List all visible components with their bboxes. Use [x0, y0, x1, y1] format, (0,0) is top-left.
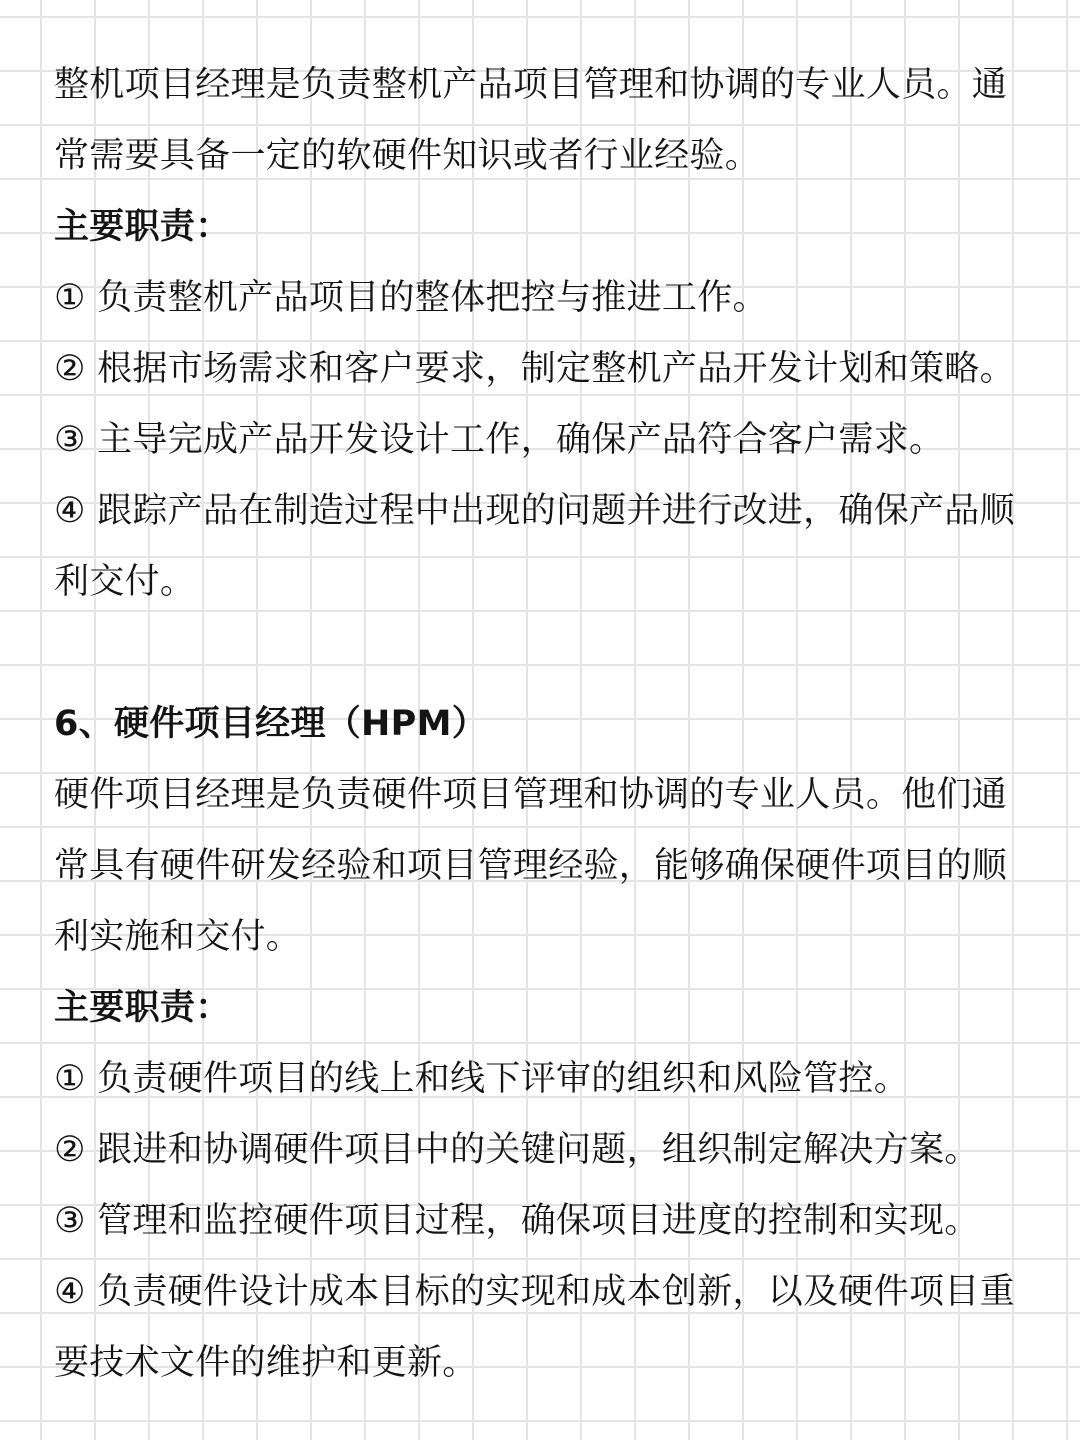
duty-item: ③ 管理和监控硬件项目过程，确保项目进度的控制和实现。 — [54, 1201, 980, 1241]
intro-line: 硬件项目经理是负责硬件项目管理和协调的专业人员。他们通 — [54, 775, 1008, 815]
duty-item: ② 根据市场需求和客户要求，制定整机产品开发计划和策略。 — [54, 349, 1015, 389]
duty-item: ② 跟进和协调硬件项目中的关键问题，组织制定解决方案。 — [54, 1130, 980, 1170]
duty-item: ① 负责整机产品项目的整体把控与推进工作。 — [54, 278, 768, 318]
section-spacer — [54, 618, 1044, 689]
section-complete-machine-pm — [54, 50, 1044, 618]
intro-line: 常具有硬件研发经验和项目管理经验，能够确保硬件项目的顺 — [54, 846, 1008, 886]
document-page — [54, 50, 1044, 1399]
duties-heading: 主要职责： — [54, 207, 231, 247]
section-hardware-pm — [54, 689, 1044, 1399]
intro-line: 常需要具备一定的软硬件知识或者行业经验。 — [54, 136, 761, 176]
duty-item-continuation: 要技术文件的维护和更新。 — [54, 1343, 478, 1383]
intro-line: 整机项目经理是负责整机产品项目管理和协调的专业人员。通 — [54, 65, 1008, 105]
duty-item: ④ 负责硬件设计成本目标的实现和成本创新，以及硬件项目重 — [54, 1272, 1015, 1312]
duties-heading: 主要职责： — [54, 988, 231, 1028]
duty-item: ③ 主导完成产品开发设计工作，确保产品符合客户需求。 — [54, 420, 945, 460]
duty-item-continuation: 利交付。 — [54, 562, 196, 602]
section-title: 6、硬件项目经理（HPM） — [54, 704, 488, 744]
duty-item: ① 负责硬件项目的线上和线下评审的组织和风险管控。 — [54, 1059, 910, 1099]
intro-line: 利实施和交付。 — [54, 917, 302, 957]
duty-item: ④ 跟踪产品在制造过程中出现的问题并进行改进，确保产品顺 — [54, 491, 1015, 531]
